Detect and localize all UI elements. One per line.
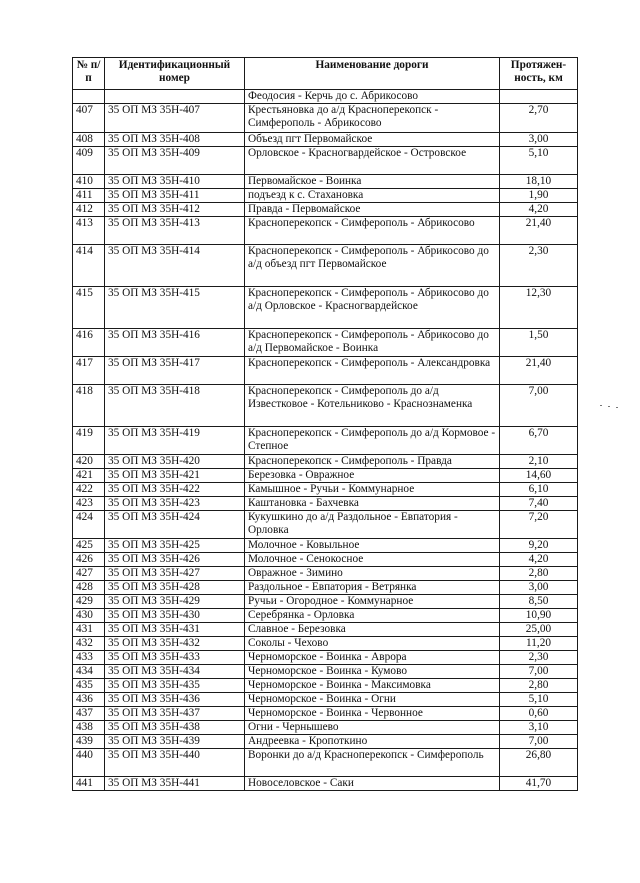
row-identifier: 35 ОП МЗ 35Н-439 [105,735,245,749]
row-identifier: 35 ОП МЗ 35Н-417 [105,357,245,385]
row-road-name: Ручьи - Огородное - Коммунарное [245,595,500,609]
row-identifier: 35 ОП МЗ 35Н-415 [105,287,245,329]
row-number: 412 [73,203,105,217]
table-row [73,385,578,427]
table-row [73,511,578,539]
row-number: 430 [73,609,105,623]
row-road-name: Первомайское - Воинка [245,175,500,189]
table-row [73,217,578,245]
row-length: 21,40 [500,217,578,245]
table-row [73,287,578,329]
row-number: 411 [73,189,105,203]
row-road-name: Красноперекопск - Симферополь - Александровка [245,357,500,385]
row-road-name: подъезд к с. Стахановка [245,189,500,203]
row-number: 424 [73,511,105,539]
row-number: 428 [73,581,105,595]
table-row [73,189,578,203]
continuation-name: Феодосия - Керчь до с. Абрикосово [245,90,500,104]
row-road-name: Воронки до а/д Красноперекопск - Симферополь [245,749,500,777]
row-length: 3,00 [500,133,578,147]
row-length: 2,80 [500,679,578,693]
row-road-name: Черноморское - Воинка - Огни [245,693,500,707]
row-number: 441 [73,777,105,791]
table-row [73,175,578,189]
row-road-name: Серебрянка - Орловка [245,609,500,623]
row-number: 431 [73,623,105,637]
table-row [73,749,578,777]
row-identifier: 35 ОП МЗ 35Н-410 [105,175,245,189]
table-row [73,679,578,693]
row-length: 6,70 [500,427,578,455]
row-road-name: Раздольное - Евпатория - Ветрянка [245,581,500,595]
row-length: 5,10 [500,693,578,707]
row-length: 8,50 [500,595,578,609]
row-identifier: 35 ОП МЗ 35Н-407 [105,104,245,133]
row-number: 435 [73,679,105,693]
row-road-name: Черноморское - Воинка - Червонное [245,707,500,721]
row-number: 426 [73,553,105,567]
row-road-name: Черноморское - Воинка - Кумово [245,665,500,679]
row-number: 440 [73,749,105,777]
row-length: 7,00 [500,735,578,749]
row-road-name: Огни - Чернышево [245,721,500,735]
table-row [73,427,578,455]
table-row [73,245,578,287]
scan-speck [616,407,618,408]
table-row [73,665,578,679]
row-length: 14,60 [500,469,578,483]
row-road-name: Красноперекопск - Симферополь - Абрикосово до а/д Первомайское - Воинка [245,329,500,357]
row-identifier: 35 ОП МЗ 35Н-414 [105,245,245,287]
row-number: 420 [73,455,105,469]
row-road-name: Объезд пгт Первомайское [245,133,500,147]
row-length: 2,10 [500,455,578,469]
row-number: 417 [73,357,105,385]
row-length: 6,10 [500,483,578,497]
row-number: 409 [73,147,105,175]
table-row [73,329,578,357]
row-road-name: Соколы - Чехово [245,637,500,651]
header-length: Протяжен-ность, км [500,58,578,90]
row-number: 422 [73,483,105,497]
row-identifier: 35 ОП МЗ 35Н-426 [105,553,245,567]
row-identifier: 35 ОП МЗ 35Н-409 [105,147,245,175]
row-identifier: 35 ОП МЗ 35Н-424 [105,511,245,539]
row-road-name: Андреевка - Кропоткино [245,735,500,749]
table-row [73,539,578,553]
row-road-name: Красноперекопск - Симферополь - Абрикосово до а/д Орловское - Красногвардейское [245,287,500,329]
row-identifier: 35 ОП МЗ 35Н-437 [105,707,245,721]
table-row [73,104,578,133]
row-identifier: 35 ОП МЗ 35Н-440 [105,749,245,777]
row-number: 433 [73,651,105,665]
row-road-name: Славное - Березовка [245,623,500,637]
table-row [73,707,578,721]
row-identifier: 35 ОП МЗ 35Н-413 [105,217,245,245]
table-row [73,147,578,175]
row-length: 12,30 [500,287,578,329]
roads-table [72,57,578,791]
row-road-name: Красноперекопск - Симферополь - Правда [245,455,500,469]
row-number: 413 [73,217,105,245]
scan-speck [600,405,602,406]
row-identifier: 35 ОП МЗ 35Н-421 [105,469,245,483]
row-length: 4,20 [500,203,578,217]
row-identifier: 35 ОП МЗ 35Н-427 [105,567,245,581]
row-number: 408 [73,133,105,147]
table-row [73,455,578,469]
row-length: 11,20 [500,637,578,651]
row-road-name: Овражное - Зимино [245,567,500,581]
continuation-length-cell [500,90,578,104]
row-identifier: 35 ОП МЗ 35Н-436 [105,693,245,707]
row-number: 419 [73,427,105,455]
row-number: 418 [73,385,105,427]
table-row [73,133,578,147]
table-row [73,469,578,483]
row-number: 427 [73,567,105,581]
row-number: 432 [73,637,105,651]
row-length: 41,70 [500,777,578,791]
row-length: 7,40 [500,497,578,511]
row-length: 9,20 [500,539,578,553]
header-id: Идентификационный номер [105,58,245,90]
row-length: 21,40 [500,357,578,385]
row-identifier: 35 ОП МЗ 35Н-411 [105,189,245,203]
row-length: 2,70 [500,104,578,133]
continuation-row [73,90,578,104]
table-row [73,483,578,497]
row-road-name: Новоселовское - Саки [245,777,500,791]
row-identifier: 35 ОП МЗ 35Н-412 [105,203,245,217]
table-row [73,721,578,735]
row-road-name: Кукушкино до а/д Раздольное - Евпатория - Орловка [245,511,500,539]
row-number: 438 [73,721,105,735]
row-length: 2,30 [500,651,578,665]
row-length: 10,90 [500,609,578,623]
row-length: 1,90 [500,189,578,203]
row-number: 434 [73,665,105,679]
row-length: 5,10 [500,147,578,175]
row-road-name: Березовка - Овражное [245,469,500,483]
row-length: 25,00 [500,623,578,637]
continuation-num-cell [73,90,105,104]
row-identifier: 35 ОП МЗ 35Н-434 [105,665,245,679]
header-name: Наименование дороги [245,58,500,90]
row-length: 2,80 [500,567,578,581]
row-road-name: Молочное - Ковыльное [245,539,500,553]
row-road-name: Красноперекопск - Симферополь - Абрикосово до а/д объезд пгт Первомайское [245,245,500,287]
table-row [73,623,578,637]
row-identifier: 35 ОП МЗ 35Н-433 [105,651,245,665]
row-identifier: 35 ОП МЗ 35Н-428 [105,581,245,595]
row-road-name: Камышное - Ручьи - Коммунарное [245,483,500,497]
row-number: 414 [73,245,105,287]
table-row [73,651,578,665]
row-identifier: 35 ОП МЗ 35Н-408 [105,133,245,147]
table-row [73,203,578,217]
row-number: 407 [73,104,105,133]
row-number: 439 [73,735,105,749]
table-row [73,735,578,749]
row-length: 3,00 [500,581,578,595]
row-length: 3,10 [500,721,578,735]
table-header-row [73,58,578,90]
table-row [73,595,578,609]
row-road-name: Крестьяновка до а/д Красноперекопск - Симферополь - Абрикосово [245,104,500,133]
row-length: 7,20 [500,511,578,539]
row-identifier: 35 ОП МЗ 35Н-435 [105,679,245,693]
row-number: 423 [73,497,105,511]
row-identifier: 35 ОП МЗ 35Н-431 [105,623,245,637]
row-road-name: Красноперекопск - Симферополь до а/д Известковое - Котельниково - Краснознаменка [245,385,500,427]
scan-speck [608,406,610,407]
table-row [73,693,578,707]
row-road-name: Молочное - Сенокосное [245,553,500,567]
row-number: 410 [73,175,105,189]
row-identifier: 35 ОП МЗ 35Н-432 [105,637,245,651]
continuation-id-cell [105,90,245,104]
row-identifier: 35 ОП МЗ 35Н-429 [105,595,245,609]
row-number: 436 [73,693,105,707]
row-length: 7,00 [500,385,578,427]
row-road-name: Правда - Первомайское [245,203,500,217]
table-row [73,581,578,595]
table-row [73,567,578,581]
row-road-name: Черноморское - Воинка - Максимовка [245,679,500,693]
table-row [73,553,578,567]
row-identifier: 35 ОП МЗ 35Н-438 [105,721,245,735]
table-row [73,777,578,791]
row-number: 437 [73,707,105,721]
table-body [73,90,578,791]
row-identifier: 35 ОП МЗ 35Н-425 [105,539,245,553]
row-number: 416 [73,329,105,357]
row-length: 26,80 [500,749,578,777]
row-road-name: Красноперекопск - Симферополь до а/д Кормовое - Степное [245,427,500,455]
row-identifier: 35 ОП МЗ 35Н-422 [105,483,245,497]
table-row [73,609,578,623]
row-length: 1,50 [500,329,578,357]
row-identifier: 35 ОП МЗ 35Н-416 [105,329,245,357]
row-road-name: Каштановка - Бахчевка [245,497,500,511]
row-length: 18,10 [500,175,578,189]
table-row [73,497,578,511]
row-length: 4,20 [500,553,578,567]
row-identifier: 35 ОП МЗ 35Н-418 [105,385,245,427]
table-row [73,357,578,385]
row-road-name: Черноморское - Воинка - Аврора [245,651,500,665]
row-number: 421 [73,469,105,483]
row-road-name: Красноперекопск - Симферополь - Абрикосово [245,217,500,245]
row-identifier: 35 ОП МЗ 35Н-420 [105,455,245,469]
row-identifier: 35 ОП МЗ 35Н-419 [105,427,245,455]
row-length: 7,00 [500,665,578,679]
row-number: 425 [73,539,105,553]
row-length: 0,60 [500,707,578,721]
header-num: № п/п [73,58,105,90]
row-road-name: Орловское - Красногвардейское - Островское [245,147,500,175]
table-row [73,637,578,651]
row-identifier: 35 ОП МЗ 35Н-423 [105,497,245,511]
row-identifier: 35 ОП МЗ 35Н-441 [105,777,245,791]
row-number: 429 [73,595,105,609]
row-number: 415 [73,287,105,329]
row-identifier: 35 ОП МЗ 35Н-430 [105,609,245,623]
row-length: 2,30 [500,245,578,287]
